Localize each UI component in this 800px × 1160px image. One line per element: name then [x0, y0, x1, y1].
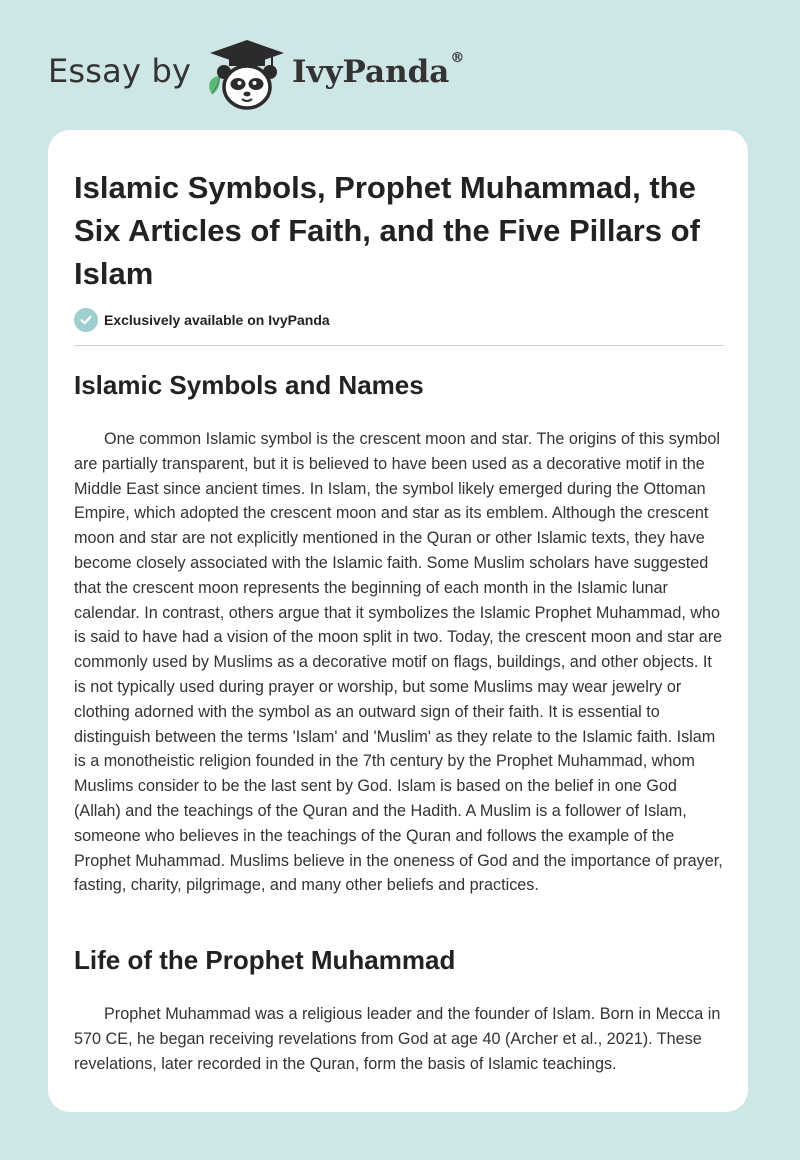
section-paragraph: Prophet Muhammad was a religious leader and the founder of Islam. Born in Mecca in 570 CE, he began receiving revelations from God at age 40 (Archer et al., 2021). These revelations, later recorded in the Quran, form the basis of Islamic teachings.	[74, 1005, 721, 1073]
site-header	[48, 34, 568, 114]
section-heading: Life of the Prophet Muhammad	[74, 945, 456, 975]
page-title: Islamic Symbols, Prophet Muhammad, the Six Articles of Faith, and the Five Pillars of Islam	[74, 170, 700, 291]
exclusive-badge	[74, 308, 330, 332]
registered-mark: ®	[450, 50, 465, 66]
section-heading: Islamic Symbols and Names	[74, 370, 424, 400]
badge-text: Exclusively available on IvyPanda	[104, 312, 330, 328]
checkmark-icon	[74, 308, 98, 332]
brand-name[interactable]: IvyPanda®	[292, 50, 465, 90]
essay-by-label: Essay by	[48, 52, 192, 90]
section-paragraph: One common Islamic symbol is the crescent moon and star. The origins of this symbol are partially transparent, but it is believed to have been used as a decorative motif in the Middle East since ancient times. In Islam, the symbol likely emerged during the Ottoman Empire, which adopted the crescent moon and star as its emblem. Although the crescent moon and star are not explicitly mentioned in the Quran or other Islamic texts, they have become closely associated with the Islamic faith. Some Muslim scholars have suggested that the crescent moon represents the beginning of each month in the Islamic lunar calendar. In contrast, others argue that it symbolizes the Islamic Prophet Muhammad, who is said to have had a vision of the moon split in two. Today, the crescent moon and star are commonly used by Muslims as a decorative motif on flags, buildings, and other objects. It is not typically used during prayer or worship, but some Muslims may wear jewelry or clothing adorned with the symbol as an outward sign of their faith. It is essential to distinguish between the terms 'Islam' and 'Muslim' as they relate to the Islamic faith. Islam is a monotheistic religion founded in the 7th century by the Prophet Muhammad, whom Muslims consider to be the last sent by God. Islam is based on the belief in one God (Allah) and the teachings of the Quran and the Hadith. A Muslim is a follower of Islam, someone who believes in the teachings of the Quran and follows the example of the Prophet Muhammad. Muslims believe in the oneness of God and the importance of prayer, fasting, charity, pilgrimage, and many other beliefs and practices.	[74, 430, 723, 895]
essay-card	[48, 130, 748, 1112]
divider	[74, 345, 724, 346]
panda-graduate-icon	[202, 36, 288, 112]
